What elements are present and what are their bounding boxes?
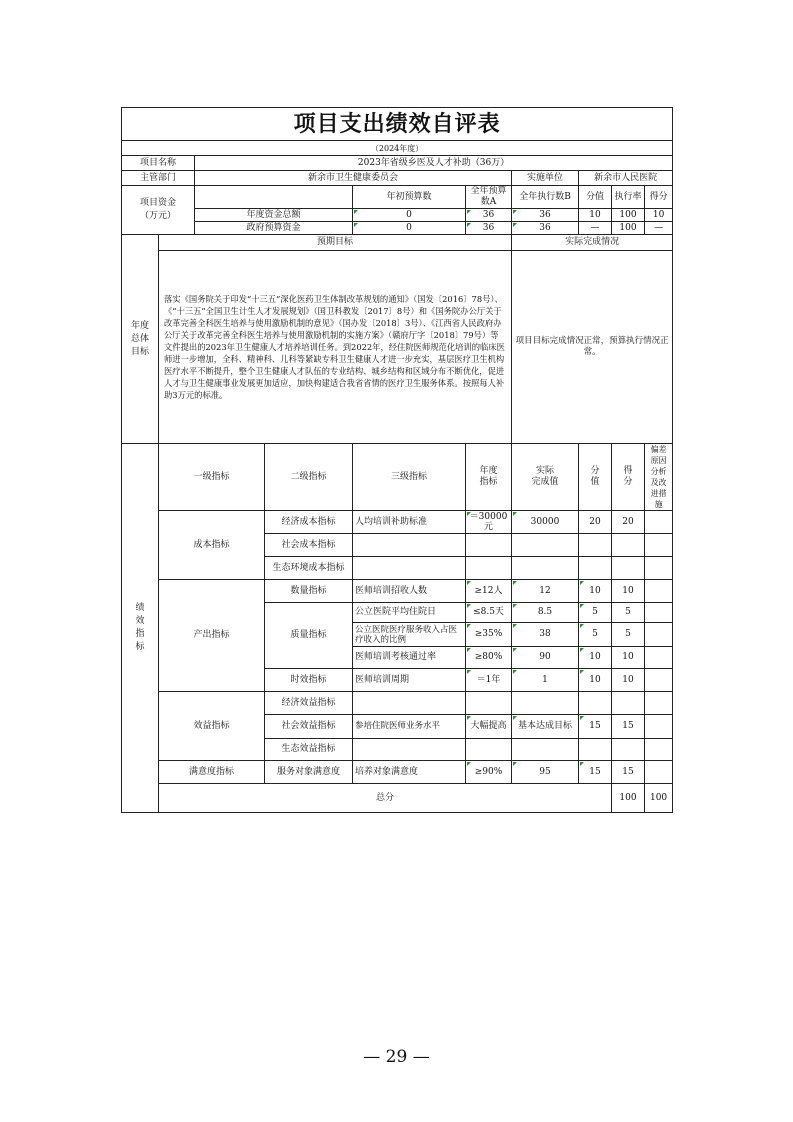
total-label: 总分	[159, 784, 612, 813]
row-actual	[512, 534, 579, 557]
funds-gov-rate: 100	[612, 222, 645, 235]
funds-header-exec-b: 全年执行数B	[512, 186, 579, 209]
funds-gov-exec-b: 36	[512, 222, 579, 235]
row-l3	[353, 739, 466, 761]
row-note	[645, 623, 673, 647]
row-score	[579, 692, 612, 715]
row-note	[645, 647, 673, 669]
goal-expected-text: 落实《国务院关于印发“十三五”深化医药卫生体制改革规划的通知》（国发〔2016〕78号）、《“十三五”全国卫生计生人才发展规划》（国卫科教发〔2017〕8号）和《国务院办公厅关于改革完善全科医生培养与使用激励机制的意见》（国办发〔2018〕3号）、《江西省人民政府办公厅关于改革完善全科医生培养与使用激励机制的实施方案》（赣府厅字〔2018〕79号）等文件提出的2023年卫生健康人才培养培训任务。到2022年，经住院医师规范化培训的临床医师进一步增加，全科、精神科、儿科等紧缺专科卫生健康人才进一步充实，基层医疗卫生机构医疗水平不断提升，整个卫生健康人才队伍的专业结构、城乡结构和区域分布不断优化，促进人才与卫生健康事业发展更加适应，加快构建适合我省省情的医疗卫生服务体系。按照每人补助3万元的标准。	[159, 251, 512, 444]
row-l2: 生态环境成本指标	[265, 557, 353, 580]
perf-header-l1: 一级指标	[159, 444, 265, 511]
row-note	[645, 557, 673, 580]
funds-total-initial: 0	[353, 209, 466, 222]
funds-header-budget-a: 全年预算数A	[466, 186, 512, 209]
row-score: 5	[579, 623, 612, 647]
page-title: 项目支出绩效自评表	[122, 108, 673, 141]
row-l2: 生态效益指标	[265, 739, 353, 761]
perf-header-score: 分 值	[579, 444, 612, 511]
row-target: ≥90%	[466, 761, 512, 784]
row-got: 10	[612, 647, 645, 669]
funds-label: 项目资金 （万元）	[122, 186, 195, 235]
row-target: ≥12人	[466, 580, 512, 603]
row-got: 5	[612, 623, 645, 647]
row-l2: 经济成本指标	[265, 511, 353, 534]
row-actual	[512, 557, 579, 580]
row-note	[645, 669, 673, 692]
row-target	[466, 739, 512, 761]
evaluation-table	[121, 107, 673, 813]
l1-satisfaction: 满意度指标	[159, 761, 265, 784]
row-actual: 12	[512, 580, 579, 603]
row-note	[645, 603, 673, 623]
total-score: 100	[612, 784, 645, 813]
row-got: 20	[612, 511, 645, 534]
perf-header-note: 偏差原因分析 及改进措施	[645, 444, 673, 511]
funds-gov-budget-a: 36	[466, 222, 512, 235]
row-l2: 质量指标	[265, 603, 353, 669]
row-l2: 经济效益指标	[265, 692, 353, 715]
funds-row-gov-label: 政府预算资金	[195, 222, 353, 235]
funds-total-rate: 100	[612, 209, 645, 222]
funds-total-budget-a: 36	[466, 209, 512, 222]
funds-header-initial: 年初预算数	[353, 186, 466, 209]
funds-total-score: 10	[579, 209, 612, 222]
row-actual: 38	[512, 623, 579, 647]
dept-value: 新余市卫生健康委员会	[195, 171, 512, 186]
row-actual	[512, 739, 579, 761]
page-number: — 29 —	[363, 1047, 430, 1067]
row-score: 5	[579, 603, 612, 623]
row-l3: 人均培训补助标准	[353, 511, 466, 534]
row-l3	[353, 534, 466, 557]
dept-label: 主管部门	[122, 171, 195, 186]
l1-cost: 成本指标	[159, 511, 265, 580]
row-l3: 公立医院平均住院日	[353, 603, 466, 623]
funds-gov-score: —	[579, 222, 612, 235]
row-target	[466, 557, 512, 580]
project-name: 2023年省级乡医及人才补助（36万）	[195, 156, 673, 171]
goal-label: 年度 总体 目标	[122, 235, 159, 444]
row-actual: 30000	[512, 511, 579, 534]
row-score: 10	[579, 647, 612, 669]
row-target: 大幅提高	[466, 715, 512, 739]
row-score: 10	[579, 669, 612, 692]
l1-output: 产出指标	[159, 580, 265, 692]
row-target: ≥80%	[466, 647, 512, 669]
row-got: 10	[612, 580, 645, 603]
perf-header-got: 得 分	[612, 444, 645, 511]
row-got	[612, 739, 645, 761]
funds-total-got: 10	[645, 209, 673, 222]
row-actual	[512, 692, 579, 715]
row-actual: 基本达成目标	[512, 715, 579, 739]
row-note	[645, 715, 673, 739]
row-target: ＝1年	[466, 669, 512, 692]
row-target	[466, 534, 512, 557]
row-score: 20	[579, 511, 612, 534]
row-got	[612, 557, 645, 580]
row-note	[645, 761, 673, 784]
evaluation-sheet	[121, 107, 672, 813]
goal-actual-label: 实际完成情况	[512, 235, 673, 251]
l1-benefit: 效益指标	[159, 692, 265, 761]
row-l2: 社会成本指标	[265, 534, 353, 557]
row-l3	[353, 557, 466, 580]
row-score: 10	[579, 580, 612, 603]
row-target: ≤8.5天	[466, 603, 512, 623]
funds-header-blank	[195, 186, 353, 209]
row-note	[645, 692, 673, 715]
funds-gov-initial: 0	[353, 222, 466, 235]
row-got: 15	[612, 715, 645, 739]
impl-label: 实施单位	[512, 171, 579, 186]
report-year: （2024年度）	[122, 141, 673, 156]
funds-total-exec-b: 36	[512, 209, 579, 222]
perf-header-l2: 二级指标	[265, 444, 353, 511]
impl-value: 新余市人民医院	[579, 171, 673, 186]
funds-row-total-label: 年度资金总额	[195, 209, 353, 222]
perf-label: 绩 效 指 标	[122, 444, 159, 813]
row-score	[579, 739, 612, 761]
project-name-label: 项目名称	[122, 156, 195, 171]
perf-header-l3: 三级指标	[353, 444, 466, 511]
row-note	[645, 511, 673, 534]
goal-expected-label: 预期目标	[159, 235, 512, 251]
row-note	[645, 580, 673, 603]
funds-header-got: 得分	[645, 186, 673, 209]
row-score	[579, 534, 612, 557]
row-l3: 医师培训考核通过率	[353, 647, 466, 669]
perf-header-target: 年度 指标	[466, 444, 512, 511]
row-actual: 95	[512, 761, 579, 784]
goal-actual-text: 项目目标完成情况正常，预算执行情况正常。	[512, 251, 673, 444]
row-l3: 公立医院医疗服务收入占医疗收入的比例	[353, 623, 466, 647]
row-actual: 1	[512, 669, 579, 692]
row-l2: 时效指标	[265, 669, 353, 692]
row-actual: 8.5	[512, 603, 579, 623]
row-note	[645, 739, 673, 761]
row-got: 5	[612, 603, 645, 623]
row-score	[579, 557, 612, 580]
row-got	[612, 534, 645, 557]
row-score: 15	[579, 761, 612, 784]
row-target	[466, 692, 512, 715]
row-got: 15	[612, 761, 645, 784]
funds-gov-got: —	[645, 222, 673, 235]
row-target: ≥35%	[466, 623, 512, 647]
row-l2: 数量指标	[265, 580, 353, 603]
row-l3: 参培住院医师业务水平	[353, 715, 466, 739]
row-target: ＝30000 元	[466, 511, 512, 534]
row-note	[645, 534, 673, 557]
row-got	[612, 692, 645, 715]
row-l3: 医师培训周期	[353, 669, 466, 692]
total-got: 100	[645, 784, 673, 813]
row-actual: 90	[512, 647, 579, 669]
perf-header-actual: 实际 完成值	[512, 444, 579, 511]
funds-header-rate: 执行率	[612, 186, 645, 209]
row-l2: 社会效益指标	[265, 715, 353, 739]
row-score: 15	[579, 715, 612, 739]
row-l3: 医师培训招收人数	[353, 580, 466, 603]
row-l2: 服务对象满意度	[265, 761, 353, 784]
row-l3	[353, 692, 466, 715]
row-l3: 培养对象满意度	[353, 761, 466, 784]
funds-header-score: 分值	[579, 186, 612, 209]
row-got: 10	[612, 669, 645, 692]
